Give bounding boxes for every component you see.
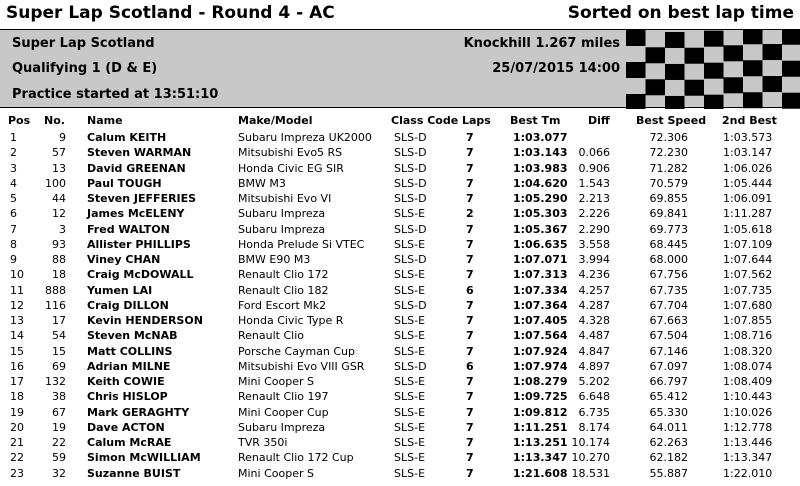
cell-make-model: Renault Clio 172 [238, 268, 329, 282]
cell-laps: 7 [466, 268, 474, 282]
cell-number: 13 [52, 161, 66, 175]
table-row [0, 176, 800, 191]
cell-make-model: Mini Cooper Cup [238, 405, 329, 419]
cell-second-best: 1:05.618 [723, 222, 773, 236]
cell-number: 100 [45, 176, 66, 190]
cell-make-model: TVR 350i [238, 436, 288, 449]
cell-best-speed: 71.282 [649, 161, 688, 175]
flag-square [704, 31, 724, 47]
cell-best-speed: 67.146 [649, 344, 688, 358]
cell-pos: 17 [10, 375, 24, 388]
cell-number: 19 [52, 420, 66, 434]
cell-pos: 3 [10, 161, 17, 175]
cell-best-speed: 72.306 [649, 131, 688, 144]
cell-pos: 20 [10, 420, 24, 434]
cell-best-time: 1:07.974 [513, 359, 568, 373]
cell-number: 12 [52, 207, 66, 221]
cell-second-best: 1:12.778 [723, 420, 773, 434]
cell-number: 888 [45, 283, 66, 297]
flag-square [782, 93, 800, 109]
col-no: No. [44, 114, 65, 127]
cell-best-time: 1:13.251 [513, 436, 568, 449]
flag-square [626, 62, 646, 78]
cell-best-speed: 67.097 [649, 359, 688, 373]
cell-pos: 12 [10, 298, 24, 312]
cell-pos: 4 [10, 176, 17, 190]
cell-class-code: SLS-E [394, 268, 426, 282]
cell-make-model: Renault Clio 182 [238, 283, 329, 297]
cell-second-best: 1:07.735 [723, 283, 773, 297]
cell-name: Simon McWILLIAM [87, 451, 201, 465]
cell-name: Kevin HENDERSON [87, 314, 203, 327]
table-row [0, 420, 800, 435]
cell-class-code: SLS-D [394, 146, 427, 160]
session-datetime: 25/07/2015 14:00 [492, 61, 620, 76]
event-name: Super Lap Scotland [12, 36, 155, 51]
cell-name: Allister PHILLIPS [87, 237, 191, 251]
cell-best-time: 1:07.564 [513, 329, 568, 343]
cell-best-speed: 62.182 [649, 451, 688, 465]
cell-diff: 4.236 [578, 268, 610, 282]
table-row [0, 130, 800, 145]
cell-best-time: 1:07.364 [513, 298, 568, 312]
cell-best-time: 1:05.367 [513, 222, 568, 236]
cell-make-model: Subaru Impreza UK2000 [238, 131, 372, 144]
cell-pos: 1 [10, 131, 17, 144]
table-row [0, 405, 800, 420]
cell-number: 15 [52, 344, 66, 358]
cell-best-time: 1:21.608 [513, 466, 568, 480]
cell-class-code: SLS-D [394, 192, 427, 205]
cell-best-speed: 67.504 [649, 329, 688, 343]
cell-diff: 10.174 [571, 436, 610, 449]
checkered-flag-icon [626, 30, 800, 109]
cell-make-model: Honda Civic EG SIR [238, 161, 344, 175]
cell-name: David GREENAN [87, 161, 186, 175]
cell-class-code: SLS-E [394, 451, 426, 465]
cell-best-speed: 65.330 [649, 405, 688, 419]
cell-laps: 7 [466, 405, 474, 419]
cell-class-code: SLS-E [394, 237, 426, 251]
cell-laps: 7 [466, 298, 474, 312]
cell-best-speed: 64.011 [649, 420, 688, 434]
flag-square [782, 61, 800, 77]
cell-best-speed: 67.756 [649, 268, 688, 282]
flag-square [724, 77, 744, 93]
cell-class-code: SLS-D [394, 176, 427, 190]
cell-second-best: 1:07.109 [723, 237, 773, 251]
cell-diff: 0.066 [578, 146, 610, 160]
table-row [0, 313, 800, 328]
table-row [0, 206, 800, 221]
cell-class-code: SLS-E [394, 436, 426, 449]
cell-second-best: 1:07.680 [723, 298, 773, 312]
cell-pos: 11 [10, 283, 24, 297]
cell-make-model: Mitsubishi Evo5 RS [238, 146, 343, 160]
cell-class-code: SLS-E [394, 420, 426, 434]
flag-square [626, 30, 646, 46]
cell-name: Yumen LAI [87, 283, 153, 297]
cell-second-best: 1:08.074 [723, 359, 773, 373]
cell-name: Paul TOUGH [87, 176, 162, 190]
cell-diff: 4.328 [578, 314, 610, 327]
cell-make-model: Mitsubishi Evo VIII GSR [238, 359, 365, 373]
cell-diff: 4.897 [578, 359, 610, 373]
cell-best-time: 1:08.279 [513, 375, 568, 388]
cell-number: 32 [52, 466, 66, 480]
cell-make-model: Renault Clio 197 [238, 390, 329, 404]
cell-best-time: 1:07.334 [513, 283, 568, 297]
cell-pos: 14 [10, 329, 24, 343]
cell-number: 38 [52, 390, 66, 404]
cell-diff: 3.558 [578, 237, 610, 251]
cell-second-best: 1:03.147 [723, 146, 773, 160]
cell-make-model: Mitsubishi Evo VI [238, 192, 332, 205]
cell-laps: 7 [466, 390, 474, 404]
cell-best-time: 1:03.983 [513, 161, 568, 175]
cell-laps: 7 [466, 436, 474, 449]
cell-pos: 5 [10, 192, 17, 205]
cell-make-model: Renault Clio 172 Cup [238, 451, 354, 465]
cell-number: 57 [52, 146, 66, 160]
flag-square [665, 96, 685, 109]
cell-name: Matt COLLINS [87, 344, 173, 358]
table-row [0, 222, 800, 237]
cell-number: 9 [59, 131, 66, 144]
flag-square [704, 63, 724, 79]
cell-diff: 5.202 [578, 375, 610, 388]
cell-pos: 18 [10, 390, 24, 404]
cell-number: 22 [52, 436, 66, 449]
table-row [0, 237, 800, 252]
col-best-tm: Best Tm [510, 114, 561, 127]
flag-square [646, 79, 666, 95]
cell-class-code: SLS-D [394, 161, 427, 175]
results-table [0, 130, 800, 481]
title-bar [0, 0, 800, 29]
cell-pos: 16 [10, 359, 24, 373]
cell-best-time: 1:04.620 [513, 176, 568, 190]
cell-laps: 7 [466, 176, 474, 190]
cell-diff: 2.290 [578, 222, 610, 236]
cell-laps: 7 [466, 314, 474, 327]
cell-best-time: 1:09.812 [513, 405, 568, 419]
cell-number: 69 [52, 359, 66, 373]
flag-square [665, 32, 685, 48]
cell-diff: 2.226 [578, 207, 610, 221]
cell-make-model: Subaru Impreza [238, 420, 326, 434]
flag-square [724, 45, 744, 61]
cell-make-model: Honda Civic Type R [238, 314, 344, 327]
cell-best-time: 1:05.290 [513, 192, 568, 205]
cell-second-best: 1:11.287 [723, 207, 773, 221]
table-header [0, 112, 800, 128]
practice-start: Practice started at 13:51:10 [12, 87, 219, 102]
cell-best-time: 1:03.077 [513, 131, 568, 144]
cell-class-code: SLS-D [394, 222, 427, 236]
cell-laps: 7 [466, 161, 474, 175]
cell-diff: 6.648 [578, 390, 610, 404]
cell-best-time: 1:07.924 [513, 344, 568, 358]
col-pos: Pos [8, 114, 31, 127]
cell-diff: 6.735 [578, 405, 610, 419]
cell-best-speed: 70.579 [649, 176, 688, 190]
cell-pos: 8 [10, 237, 17, 251]
cell-pos: 23 [10, 466, 24, 480]
cell-best-speed: 68.445 [649, 237, 688, 251]
cell-second-best: 1:07.644 [723, 253, 773, 266]
cell-laps: 7 [466, 192, 474, 205]
table-row [0, 161, 800, 176]
cell-laps: 7 [466, 344, 474, 358]
flag-square [763, 76, 783, 92]
cell-second-best: 1:10.443 [723, 390, 773, 404]
table-row [0, 145, 800, 160]
cell-second-best: 1:06.026 [723, 161, 773, 175]
cell-name: Fred WALTON [87, 222, 170, 236]
cell-diff: 3.994 [578, 253, 610, 266]
cell-second-best: 1:08.409 [723, 375, 773, 388]
cell-pos: 7 [10, 222, 17, 236]
cell-name: Mark GERAGHTY [87, 405, 190, 419]
cell-second-best: 1:03.573 [723, 131, 773, 144]
cell-number: 132 [45, 375, 66, 388]
cell-laps: 6 [466, 283, 474, 297]
cell-best-time: 1:05.303 [513, 207, 568, 221]
flag-square [626, 94, 646, 109]
flag-square [685, 48, 705, 64]
cell-best-speed: 67.663 [649, 314, 688, 327]
table-row [0, 374, 800, 389]
cell-number: 59 [52, 451, 66, 465]
table-row [0, 450, 800, 465]
flag-square [665, 64, 685, 80]
cell-diff: 18.531 [571, 466, 610, 480]
cell-name: Steven McNAB [87, 329, 178, 343]
cell-make-model: BMW E90 M3 [238, 253, 311, 266]
cell-number: 67 [52, 405, 66, 419]
cell-best-time: 1:06.635 [513, 237, 568, 251]
cell-pos: 15 [10, 344, 24, 358]
cell-name: Craig McDOWALL [87, 268, 194, 282]
cell-diff: 4.287 [578, 298, 610, 312]
cell-pos: 2 [10, 146, 17, 160]
table-row [0, 435, 800, 450]
table-row [0, 344, 800, 359]
cell-best-speed: 62.263 [649, 436, 688, 449]
cell-second-best: 1:05.444 [723, 176, 773, 190]
cell-best-speed: 68.000 [649, 253, 688, 266]
cell-class-code: SLS-E [394, 375, 426, 388]
cell-laps: 7 [466, 237, 474, 251]
cell-best-time: 1:07.405 [513, 314, 568, 327]
col-laps: Laps [462, 114, 491, 127]
cell-number: 17 [52, 314, 66, 327]
cell-laps: 7 [466, 131, 474, 144]
flag-square [782, 30, 800, 45]
cell-number: 93 [52, 237, 66, 251]
cell-number: 88 [52, 253, 66, 266]
cell-best-speed: 69.773 [649, 222, 688, 236]
col-class-code: Class Code [391, 114, 459, 127]
cell-name: Chris HISLOP [87, 390, 168, 404]
cell-class-code: SLS-E [394, 466, 426, 480]
cell-diff: 4.257 [578, 283, 610, 297]
flag-square [743, 60, 763, 76]
cell-best-speed: 65.412 [649, 390, 688, 404]
cell-number: 44 [52, 192, 66, 205]
cell-diff: 0.906 [578, 161, 610, 175]
cell-pos: 22 [10, 451, 24, 465]
cell-class-code: SLS-E [394, 405, 426, 419]
cell-pos: 21 [10, 436, 24, 449]
col-name: Name [87, 114, 123, 127]
cell-best-time: 1:09.725 [513, 390, 568, 404]
cell-laps: 7 [466, 222, 474, 236]
cell-class-code: SLS-E [394, 344, 426, 358]
cell-name: Calum KEITH [87, 131, 167, 144]
cell-class-code: SLS-E [394, 314, 426, 327]
cell-laps: 6 [466, 359, 474, 373]
cell-name: Adrian MILNE [87, 359, 171, 373]
cell-class-code: SLS-D [394, 253, 427, 266]
cell-diff: 8.174 [578, 420, 610, 434]
flag-square [704, 95, 724, 109]
cell-laps: 7 [466, 451, 474, 465]
cell-best-time: 1:07.071 [513, 253, 568, 266]
flag-square [763, 44, 783, 60]
cell-name: Steven WARMAN [87, 146, 192, 160]
cell-best-speed: 72.230 [649, 146, 688, 160]
cell-class-code: SLS-D [394, 298, 427, 312]
flag-square [743, 30, 763, 44]
cell-make-model: Subaru Impreza [238, 207, 326, 221]
flag-square [685, 80, 705, 96]
cell-name: Dave ACTON [87, 420, 165, 434]
cell-best-speed: 67.704 [649, 298, 688, 312]
cell-diff: 4.847 [578, 344, 610, 358]
cell-second-best: 1:07.562 [723, 268, 773, 282]
flag-square [646, 47, 666, 63]
cell-pos: 19 [10, 405, 24, 419]
page-title: Super Lap Scotland - Round 4 - AC [6, 3, 335, 23]
table-row [0, 359, 800, 374]
table-row [0, 389, 800, 404]
col-best-speed: Best Speed [636, 114, 707, 127]
cell-laps: 7 [466, 253, 474, 266]
table-row [0, 328, 800, 343]
event-info-panel [0, 29, 800, 108]
cell-name: Craig DILLON [87, 298, 169, 312]
cell-best-speed: 69.855 [649, 192, 688, 205]
cell-laps: 7 [466, 329, 474, 343]
cell-make-model: Renault Clio [238, 329, 304, 343]
cell-laps: 2 [466, 207, 474, 221]
table-row [0, 466, 800, 481]
cell-number: 18 [52, 268, 66, 282]
cell-make-model: BMW M3 [238, 176, 286, 190]
cell-make-model: Ford Escort Mk2 [238, 298, 327, 312]
cell-second-best: 1:06.091 [723, 192, 773, 205]
table-row [0, 298, 800, 313]
cell-best-speed: 69.841 [649, 207, 688, 221]
cell-laps: 7 [466, 420, 474, 434]
cell-class-code: SLS-E [394, 390, 426, 404]
cell-make-model: Porsche Cayman Cup [238, 344, 355, 358]
cell-number: 54 [52, 329, 66, 343]
cell-second-best: 1:07.855 [723, 314, 773, 327]
cell-make-model: Honda Prelude Si VTEC [238, 237, 365, 251]
table-row [0, 283, 800, 298]
cell-class-code: SLS-E [394, 207, 426, 221]
table-row [0, 252, 800, 267]
cell-number: 3 [59, 222, 66, 236]
cell-second-best: 1:22.010 [723, 466, 773, 480]
cell-make-model: Mini Cooper S [238, 466, 314, 480]
cell-class-code: SLS-D [394, 131, 427, 144]
cell-make-model: Mini Cooper S [238, 375, 314, 388]
session-name: Qualifying 1 (D & E) [12, 61, 158, 76]
cell-name: Steven JEFFERIES [87, 192, 197, 205]
cell-pos: 13 [10, 314, 24, 327]
cell-best-speed: 66.797 [649, 375, 688, 388]
cell-second-best: 1:13.347 [723, 451, 773, 465]
cell-name: Suzanne BUIST [87, 466, 181, 480]
cell-make-model: Subaru Impreza [238, 222, 326, 236]
cell-pos: 9 [10, 253, 17, 266]
cell-name: Keith COWIE [87, 375, 165, 388]
table-row [0, 267, 800, 282]
cell-class-code: SLS-D [394, 359, 427, 373]
cell-best-speed: 67.735 [649, 283, 688, 297]
flag-square [743, 92, 763, 108]
col-make: Make/Model [238, 114, 313, 127]
cell-diff: 2.213 [578, 192, 610, 205]
cell-best-speed: 55.887 [649, 466, 688, 480]
cell-best-time: 1:03.143 [513, 146, 568, 160]
cell-pos: 10 [10, 268, 24, 282]
cell-diff: 4.487 [578, 329, 610, 343]
cell-class-code: SLS-E [394, 329, 426, 343]
cell-best-time: 1:07.313 [513, 268, 568, 282]
cell-best-time: 1:13.347 [513, 451, 568, 465]
cell-best-time: 1:11.251 [513, 420, 568, 434]
sort-indicator: Sorted on best lap time [567, 3, 794, 23]
cell-name: Viney CHAN [87, 253, 161, 266]
cell-class-code: SLS-E [394, 283, 426, 297]
cell-number: 116 [45, 298, 66, 312]
col-second-best: 2nd Best [722, 114, 777, 127]
cell-diff: 10.270 [571, 451, 610, 465]
cell-diff: 1.543 [578, 176, 610, 190]
cell-laps: 7 [466, 375, 474, 388]
cell-second-best: 1:10.026 [723, 405, 773, 419]
cell-laps: 7 [466, 466, 474, 480]
cell-laps: 7 [466, 146, 474, 160]
track-info: Knockhill 1.267 miles [463, 36, 620, 51]
cell-name: Calum McRAE [87, 436, 172, 449]
table-row [0, 191, 800, 206]
cell-second-best: 1:08.716 [723, 329, 773, 343]
cell-second-best: 1:13.446 [723, 436, 773, 449]
cell-name: James McELENY [87, 207, 185, 221]
col-diff: Diff [588, 114, 610, 127]
cell-second-best: 1:08.320 [723, 344, 773, 358]
cell-pos: 6 [10, 207, 17, 221]
